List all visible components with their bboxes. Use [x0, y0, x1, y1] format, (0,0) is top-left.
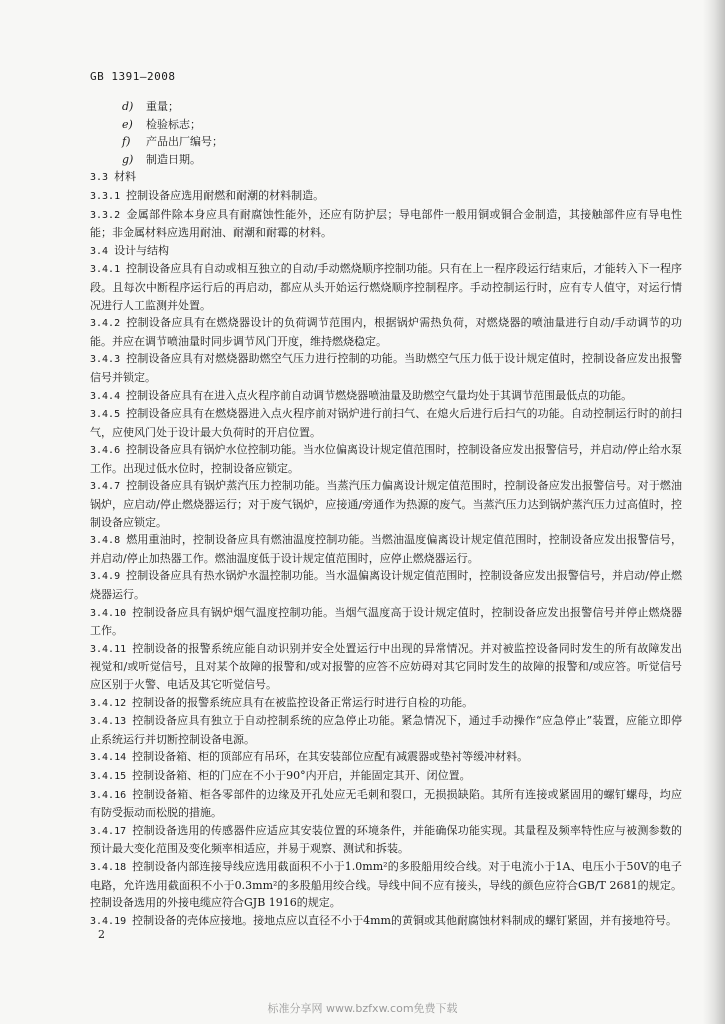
document-body — [90, 98, 682, 930]
clause-number: 3.4.12 — [90, 697, 127, 709]
standard-code: GB 1391—2008 — [90, 70, 176, 83]
list-item — [90, 98, 682, 116]
clause-number: 3.4.17 — [90, 825, 127, 837]
clause-text: 控制设备选用的传感器件应适应其安装位置的环境条件，并能确保功能实现。其量程及频率特性应与被测参数的预计最大变化范围及变化频率相适应，并易于观察、测试和拆装。 — [90, 823, 682, 856]
clause-paragraph — [90, 786, 682, 822]
watermark-text: 标准分享网 www.bzfxw.com免费下载 — [267, 1002, 458, 1015]
clause-text: 燃用重油时，控制设备应具有燃油温度控制功能。当燃油温度偏离设计规定值范围时，控制设备应发出报警信号，并启动/停止加热器工作。燃油温度低于设计规定值范围时，应停止燃烧器运行。 — [90, 533, 682, 565]
clause-paragraph — [90, 187, 682, 206]
section-list — [90, 168, 682, 930]
list-item-mark: d) — [122, 100, 134, 113]
clause-number: 3.4.7 — [90, 481, 121, 493]
clause-paragraph — [90, 260, 682, 314]
clause-number: 3.4.14 — [90, 752, 127, 764]
clause-text: 控制设备应具有锅炉烟气温度控制功能。当烟气温度高于设计规定值时，控制设备应发出报警信号并停止燃烧器工作。 — [90, 605, 682, 638]
page-number: 2 — [98, 928, 105, 941]
clause-number: 3.4.8 — [90, 535, 121, 547]
clause-text: 设计与结构 — [114, 243, 170, 257]
list-item — [90, 151, 682, 169]
clause-text: 控制设备应具有在燃烧器设计的负荷调节范围内，根据锅炉需热负荷，对燃烧器的喷油量进行自动/手动调节的功能。并应在调节喷油量时同步调节风门开度，维持燃烧稳定。 — [90, 316, 682, 348]
clause-number: 3.4.18 — [90, 861, 127, 873]
clause-number: 3.3.2 — [90, 209, 121, 221]
list-item-text: 重量； — [146, 100, 179, 113]
clause-number: 3.4.4 — [90, 390, 121, 402]
clause-text: 控制设备应具有独立于自动控制系统的应急停止功能。紧急情况下，通过手动操作“应急停止”装置，应能立即停止系统运行并切断控制设备电源。 — [90, 714, 682, 746]
list-item — [90, 133, 682, 151]
clause-number: 3.4.13 — [90, 716, 127, 728]
clause-number: 3.4.2 — [90, 318, 121, 330]
clause-paragraph — [90, 604, 682, 640]
clause-paragraph — [90, 822, 682, 858]
clause-paragraph — [90, 477, 682, 531]
list-item-text: 检验标志； — [146, 117, 201, 131]
clause-text: 控制设备应具有在燃烧器进入点火程序前对锅炉进行前扫气、在熄火后进行后扫气的功能。自动控制运行时的前扫气，应使风门处于设计最大负荷时的开启位置。 — [90, 407, 682, 439]
clause-paragraph — [90, 242, 682, 261]
clause-paragraph — [90, 912, 682, 931]
clause-text: 控制设备应具有锅炉水位控制功能。当水位偏离设计规定值范围时，控制设备应发出报警信号，并启动/停止给水泵工作。出现过低水位时，控制设备应锁定。 — [90, 443, 682, 475]
clause-number: 3.4 — [90, 245, 109, 257]
clause-number: 3.4.1 — [90, 264, 121, 276]
clause-paragraph — [90, 567, 682, 603]
clause-paragraph — [90, 640, 682, 694]
clause-text: 控制设备箱、柜的顶部应有吊环，在其安装部位应配有减震器或垫衬等缓冲材料。 — [132, 750, 529, 764]
clause-text: 控制设备应具有对燃烧器助燃空气压力进行控制的功能。当助燃空气压力低于设计规定值时，控制设备应发出报警信号并锁定。 — [90, 352, 682, 384]
clause-number: 3.4.6 — [90, 445, 121, 457]
clause-number: 3.3.1 — [90, 190, 121, 202]
list-item-mark: f) — [122, 135, 131, 149]
clause-number: 3.4.3 — [90, 354, 121, 366]
list-item-mark: g) — [122, 152, 134, 166]
clause-number: 3.4.9 — [90, 571, 121, 583]
clause-text: 控制设备应具有在进入点火程序前自动调节燃烧器喷油量及助燃空气量均处于其调节范围最低点的功能。 — [126, 388, 633, 402]
clause-text: 控制设备应选用耐燃和耐潮的材料制造。 — [126, 188, 325, 202]
clause-paragraph — [90, 748, 682, 767]
clause-number: 3.4.15 — [90, 770, 127, 782]
clause-paragraph — [90, 350, 682, 386]
clause-paragraph — [90, 387, 682, 406]
clause-number: 3.4.5 — [90, 409, 121, 421]
list-item-text: 产品出厂编号； — [146, 135, 223, 149]
clause-text: 控制设备应具有自动或相互独立的自动/手动燃烧顺序控制功能。只有在上一程序段运行结束后，才能转入下一程序段。且每次中断程序运行后的再启动，都应从头开始运行燃烧顺序控制程序。手动控制运行时，应有专人值守，对运行情况进行人工监测并处置。 — [90, 262, 682, 312]
scan-edge-shadow — [703, 0, 725, 1024]
clause-paragraph — [90, 168, 682, 187]
clause-text: 控制设备内部连接导线应选用截面积不小于1.0mm²的多股船用绞合线。对于电流小于1A、电压小于50V的电子电路，允许选用截面积不小于0.3mm²的多股船用绞合线。导线中间不应有接头，导线的颜色应符合GB/T 2681的规定。控制设备选用的外接电缆应符合GJB 1916的规定。 — [90, 859, 682, 910]
clause-number: 3.4.19 — [90, 915, 127, 927]
clause-number: 3.4.11 — [90, 643, 127, 655]
clause-paragraph — [90, 405, 682, 441]
list-item — [90, 116, 682, 134]
clause-paragraph — [90, 531, 682, 567]
list-item-mark: e) — [122, 117, 133, 131]
clause-text: 控制设备的报警系统应具有在被监控设备正常运行时进行自检的功能。 — [132, 695, 474, 709]
clause-text: 控制设备箱、柜各零部件的边缘及开孔处应无毛刺和裂口，无损损缺陷。其所有连接或紧固用的螺钉螺母，均应有防受振动而松脱的措施。 — [90, 787, 682, 820]
clause-text: 控制设备应具有热水锅炉水温控制功能。当水温偏离设计规定值范围时，控制设备应发出报警信号，并启动/停止燃烧器运行。 — [90, 569, 682, 602]
clause-number: 3.4.16 — [90, 789, 127, 801]
clause-number: 3.4.10 — [90, 607, 127, 619]
clause-text: 控制设备应具有锅炉蒸汽压力控制功能。当蒸汽压力偏离设计规定值范围时，控制设备应发出报警信号。对于燃油锅炉，应启动/停止燃烧器运行；对于废气锅炉，应接通/旁通作为热源的废气。当蒸汽压力达到锅炉蒸汽压力过高值时，控制设备应锁定。 — [90, 479, 682, 529]
list-item-text: 制造日期。 — [146, 152, 201, 166]
clause-paragraph — [90, 206, 682, 242]
clause-paragraph — [90, 441, 682, 477]
clause-text: 金属部件除本身应具有耐腐蚀性能外，还应有防护层；导电部件一般用铜或铜合金制造，其接触部件应有导电性能；非金属材料应选用耐油、耐潮和耐霉的材料。 — [90, 207, 682, 240]
clause-number: 3.3 — [90, 172, 109, 184]
clause-paragraph — [90, 712, 682, 748]
clause-paragraph — [90, 858, 682, 912]
clause-paragraph — [90, 694, 682, 713]
clause-text: 材料 — [114, 170, 137, 184]
clause-text: 控制设备的报警系统应能自动识别并安全处置运行中出现的异常情况。并对被监控设备同时发生的所有故障发出视觉和/或听觉信号，且对某个故障的报警和/或对报警的应答不应妨碍对其它同时发生的故障的报警和/或应答。听觉信号应区别于火警、电话及其它听觉信号。 — [90, 641, 682, 691]
clause-paragraph — [90, 767, 682, 786]
clause-text: 控制设备箱、柜的门应在不小于90°内开启，并能固定其开、闭位置。 — [132, 768, 471, 782]
clause-text: 控制设备的壳体应接地。接地点应以直径不小于4mm的黄铜或其他耐腐蚀材料制成的螺钉紧固，并有接地符号。 — [132, 913, 677, 927]
clause-paragraph — [90, 314, 682, 350]
